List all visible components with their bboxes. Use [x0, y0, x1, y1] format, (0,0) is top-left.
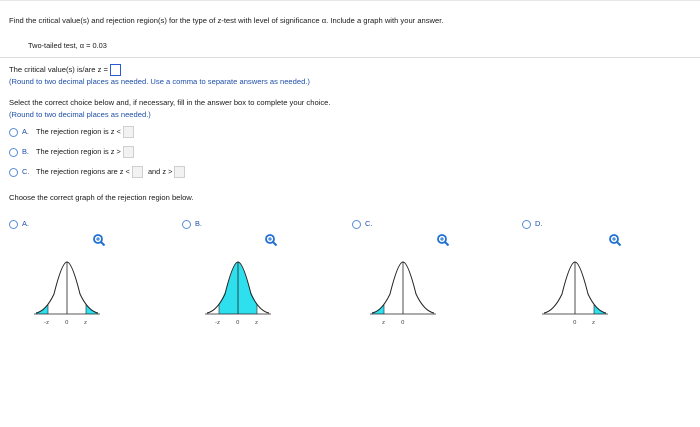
radio-a[interactable] [9, 128, 18, 137]
graph-radio-d[interactable] [522, 220, 531, 229]
tick-label: 0 [573, 320, 577, 326]
critical-value-hint: (Round to two decimal places as needed. Use a comma to separate answers as needed.) [9, 77, 310, 86]
tick-label: 0 [65, 320, 69, 326]
zoom-icon[interactable] [92, 233, 106, 247]
graph-radio-a[interactable] [9, 220, 18, 229]
graph-d [540, 250, 610, 338]
option-letter: B. [22, 146, 29, 156]
graph-option-d[interactable] [522, 219, 542, 229]
choice-hint: (Round to two decimal places as needed.) [9, 110, 151, 119]
option-text: The rejection regions are z < [36, 166, 130, 176]
graph-a [32, 250, 102, 338]
graph-radio-c[interactable] [352, 220, 361, 229]
question-text: Find the critical value(s) and rejection region(s) for the type of z-test with level of significance α. Include a graph with your answer. [9, 16, 444, 25]
top-border [0, 0, 700, 1]
option-a-input[interactable] [123, 126, 134, 138]
graph-b [203, 250, 273, 338]
graph-letter: A. [22, 219, 29, 228]
option-c-input-left[interactable] [132, 166, 143, 178]
option-text: The rejection region is z < [36, 126, 121, 136]
graph-option-b[interactable] [182, 219, 202, 229]
graph-c [368, 250, 438, 338]
tick-label: 0 [401, 320, 405, 326]
given-text: Two-tailed test, α = 0.03 [28, 41, 107, 50]
option-text: The rejection region is z > [36, 146, 121, 156]
tick-label: 0 [236, 320, 240, 326]
tick-label: -z [215, 320, 220, 326]
tick-label: z [255, 320, 258, 326]
option-c-suffix: and z > [147, 166, 173, 176]
radio-b[interactable] [9, 148, 18, 157]
option-b-input[interactable] [123, 146, 134, 158]
graph-option-a[interactable] [9, 219, 29, 229]
zoom-icon[interactable] [436, 233, 450, 247]
choice-option-a[interactable] [9, 126, 134, 138]
tick-label: z [382, 320, 385, 326]
choice-option-c[interactable] [9, 166, 185, 178]
graph-prompt: Choose the correct graph of the rejection region below. [9, 193, 194, 202]
graph-letter: D. [535, 219, 543, 228]
choice-option-b[interactable] [9, 146, 134, 158]
option-letter: A. [22, 126, 29, 136]
tick-label: -z [44, 320, 49, 326]
graph-letter: C. [365, 219, 373, 228]
option-letter: C. [22, 166, 30, 176]
divider [0, 57, 700, 58]
choice-instruction: Select the correct choice below and, if necessary, fill in the answer box to complete your choice. [9, 98, 331, 107]
tick-label: z [84, 320, 87, 326]
critical-value-label: The critical value(s) is/are z = [9, 65, 108, 74]
graph-option-c[interactable] [352, 219, 372, 229]
critical-value-input[interactable] [110, 64, 121, 76]
graph-radio-b[interactable] [182, 220, 191, 229]
radio-c[interactable] [9, 168, 18, 177]
critical-value-row [9, 64, 121, 76]
tick-label: z [592, 320, 595, 326]
graph-letter: B. [195, 219, 202, 228]
zoom-icon[interactable] [264, 233, 278, 247]
zoom-icon[interactable] [608, 233, 622, 247]
option-c-input-right[interactable] [174, 166, 185, 178]
